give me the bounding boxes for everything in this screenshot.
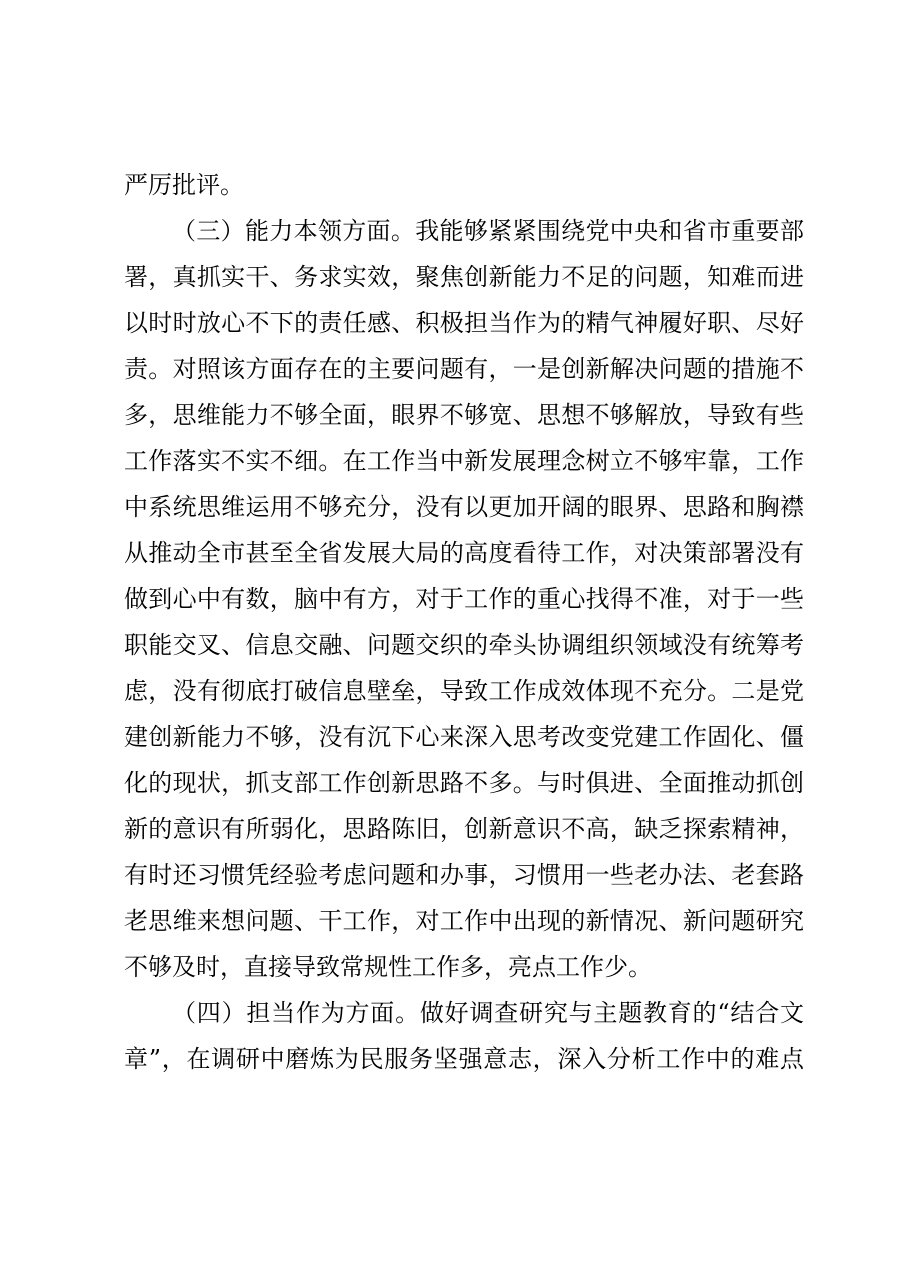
text-line: 新的意识有所弱化，思路陈旧，创新意识不高，缺乏探索精神， xyxy=(124,815,804,843)
text-line: （四）担当作为方面。做好调查研究与主题教育的“结合文 xyxy=(172,999,804,1027)
text-line: 以时时放心不下的责任感、积极担当作为的精气神履好职、尽好 xyxy=(124,309,804,337)
document-body xyxy=(124,162,804,1082)
text-line: 从推动全市甚至全省发展大局的高度看待工作，对决策部署没有 xyxy=(124,539,804,567)
text-line: 建创新能力不够，没有沉下心来深入思考改变党建工作固化、僵 xyxy=(124,723,804,751)
text-line: （三）能力本领方面。我能够紧紧围绕党中央和省市重要部 xyxy=(172,217,804,245)
text-line: 责。对照该方面存在的主要问题有，一是创新解决问题的措施不 xyxy=(124,355,804,383)
paragraph-p2-responsibility xyxy=(124,990,804,1082)
text-line: 多，思维能力不够全面，眼界不够宽、思想不够解放，导致有些 xyxy=(124,401,804,429)
paragraph-p1-ability xyxy=(124,208,804,990)
text-line: 工作落实不实不细。在工作当中新发展理念树立不够牢靠，工作 xyxy=(124,447,804,475)
text-line: 严厉批评。 xyxy=(124,171,244,199)
paragraph-p0 xyxy=(124,162,804,208)
text-line: 化的现状，抓支部工作创新思路不多。与时俱进、全面推动抓创 xyxy=(124,769,804,797)
text-line: 做到心中有数，脑中有方，对于工作的重心找得不准，对于一些 xyxy=(124,585,804,613)
text-line: 有时还习惯凭经验考虑问题和办事，习惯用一些老办法、老套路 xyxy=(124,861,804,889)
text-line: 虑，没有彻底打破信息壁垒，导致工作成效体现不充分。二是党 xyxy=(124,677,804,705)
text-line: 中系统思维运用不够充分，没有以更加开阔的眼界、思路和胸襟 xyxy=(124,493,804,521)
text-line: 不够及时，直接导致常规性工作多，亮点工作少。 xyxy=(124,953,652,981)
text-line: 老思维来想问题、干工作，对工作中出现的新情况、新问题研究 xyxy=(124,907,804,935)
text-line: 署，真抓实干、务求实效，聚焦创新能力不足的问题，知难而进 xyxy=(124,263,804,291)
text-line: 章”，在调研中磨炼为民服务坚强意志，深入分析工作中的难点 xyxy=(124,1045,804,1073)
text-line: 职能交叉、信息交融、问题交织的牵头协调组织领域没有统筹考 xyxy=(124,631,804,659)
